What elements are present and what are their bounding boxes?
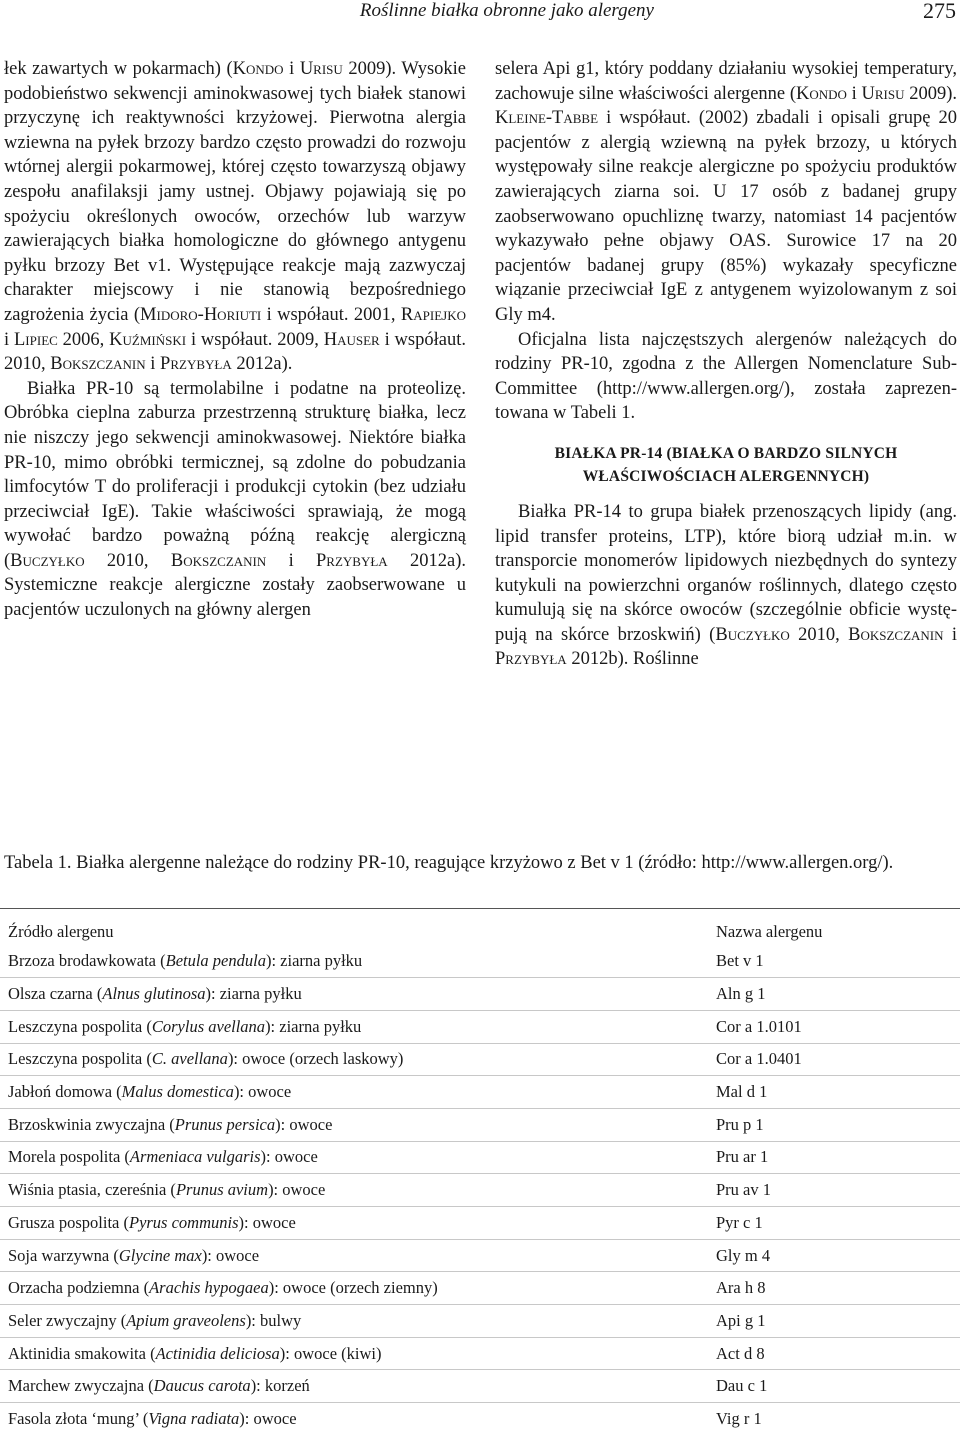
allergen-source-cell: Olsza czarna (Alnus glutinosa): ziarna pyłku (0, 978, 708, 1011)
species-name: Armeniaca vulgaris (129, 1147, 261, 1167)
table-row (0, 1141, 960, 1174)
allergen-name-cell: Mal d 1 (708, 1076, 960, 1109)
allergen-source-cell: Orzacha podziemna (Arachis hypogaea): owoce (orzech ziemny) (0, 1272, 708, 1305)
allergen-source-cell: Seler zwyczajny (Apium graveolens): bulwy (0, 1305, 708, 1338)
author-name: Urisu (299, 59, 343, 79)
author-name: Kondo (232, 59, 284, 79)
species-name: Actinidia deliciosa (155, 1343, 280, 1363)
species-name: Pyrus communis (128, 1212, 239, 1232)
allergen-source-cell: Grusza pospolita (Pyrus communis): owoce (0, 1207, 708, 1240)
author-name: Kuźmiński (109, 329, 187, 350)
author-name: Midoro-Horiuti (140, 304, 262, 325)
allergen-name-cell: Cor a 1.0101 (708, 1010, 960, 1043)
left-column (4, 57, 466, 623)
allergen-source-cell: Soja warzywna (Glycine max): owoce (0, 1239, 708, 1272)
allergen-table (0, 909, 960, 1435)
author-name: Kondo (796, 83, 847, 104)
allergen-name-cell: Bet v 1 (708, 945, 960, 978)
author-name: Kleine-Tabbe (495, 108, 599, 129)
species-name: Alnus glutinosa (102, 984, 206, 1004)
table-row (0, 1239, 960, 1272)
author-name: Bokszczanin (848, 624, 944, 645)
table-row (0, 978, 960, 1011)
species-name: Prunus avium (175, 1180, 269, 1200)
section-heading (495, 442, 957, 488)
species-name: Arachis hypogaea (149, 1278, 269, 1298)
author-name: Bokszczanin (170, 550, 267, 571)
allergen-source-cell: Jabłoń domowa (Malus domestica): owoce (0, 1076, 708, 1109)
author-name: Przybyła (495, 649, 567, 670)
left-paragraph-2: Białka PR-10 są termolabilne i podatne na proteolizę. Obróbka cieplna zaburza przestrzenną strukturę białka, lecz nie niszczy jego sekwencji aminokwasowej. Niektóre białka PR-10, mimo obróbki termicznej, są zdolne do pobudzania limfocytów T do proliferacji i produkcji cytokin (bez udziału przeciwciał IgE). Takie właściwości sprawiają, że mogą wywołać bardzo poważną późną reakcję alergiczną (Buczyłko 2010, Bokszczanin i Przybyła 2012a). Systemiczne reakcje alergiczne zostały zaobserwowane u pacjentów uczulonych na główny alergen (4, 378, 467, 621)
right-column (495, 57, 957, 672)
author-name: Rapiejko (400, 304, 466, 325)
right-paragraph-1: selera Api g1, który poddany działaniu wysokiej temperatury, zachowuje silne właściwości alergenne (Kondo i Urisu 2009). Kleine-Tabbe i współaut. (2002) zbadali i opisali grupę 20 pacjentów z alergią wziewną na pyłek brzozy, u których występowały silne reakcje alergiczne po spożyciu produktów zawierających ziarna soi. U 17 osób z badanej grupy zaobserwowano opuchliznę twarzy, natomiast 14 pacjentów wykazywało pełne objawy OAS. Surowice 17 na 20 pacjentów badanej grupy (85%) wykazały specyficzne wiązanie przeciwciał IgE z antygenem wyizolowanym z soi Gly m4. (495, 59, 957, 325)
running-header (0, 0, 960, 30)
allergen-source-cell: Leszczyna pospolita (C. avellana): owoce (orzech laskowy) (0, 1043, 708, 1076)
allergen-name-cell: Act d 8 (708, 1337, 960, 1370)
allergen-table-wrapper (0, 908, 960, 1435)
allergen-source-cell: Aktinidia smakowita (Actinidia deliciosa): owoce (kiwi) (0, 1337, 708, 1370)
allergen-name-cell: Pyr c 1 (708, 1207, 960, 1240)
allergen-name-cell: Vig r 1 (716, 1409, 762, 1429)
allergen-source-cell: Fasola złota ‘mung’ (Vigna radiata): owoce (8, 1409, 297, 1429)
species-name: Prunus persica (174, 1114, 276, 1134)
table-row (0, 1076, 960, 1109)
table-row (0, 1403, 960, 1436)
header-allergen-source: Źródło alergenu (8, 922, 114, 941)
left-paragraph-1: łek zawartych w pokarmach) (Kondo i Urisu 2009). Wysokie podobieństwo sekwencji aminokwasowej tych białek stanowi przyczynę ich reaktywności krzyżowej. Pierwotna alergia wziewna na pyłek brzozy bardzo często prowadzi do rozwoju wtórnej alergii pokarmowej, której często towarzyszą objawy zespołu anafilaksji jamy ustnej. Objawy pojawiają się po spożyciu określonych owoców, orzechów lub warzyw zawierających białka homologiczne do głównego antygenu pyłku brzozy Bet v1. Występujące reakcje mają zazwyczaj charakter miejscowy i nie stanowią bezpośredniego zagrożenia życia (Midoro-Horiuti i współaut. 2001, Rapiejko i Lipiec 2006, Kuźmiński i współaut. 2009, Hauser i współaut. 2010, Bokszczanin i Przybyła 2012a). (4, 59, 466, 375)
allergen-name-cell: Pru p 1 (708, 1108, 960, 1141)
table-row (0, 1370, 960, 1403)
allergen-source-cell: Morela pospolita (Armeniaca vulgaris): owoce (0, 1141, 708, 1174)
author-name: Przybyła (160, 354, 232, 375)
table-row (0, 945, 960, 978)
allergen-name-cell: Pru ar 1 (708, 1141, 960, 1174)
author-name: Buczyłko (10, 550, 85, 571)
table-row (0, 1305, 960, 1338)
allergen-name-cell: Dau c 1 (708, 1370, 960, 1403)
table-row (0, 1043, 960, 1076)
species-name: Glycine max (118, 1245, 202, 1265)
header-allergen-name: Nazwa alergenu (716, 922, 823, 941)
section-heading-line-1: BIAŁKA PR-14 (BIAŁKA O BARDZO SILNYCH (554, 444, 898, 462)
table-row (0, 1337, 960, 1370)
right-paragraph-3: Białka PR-14 to grupa białek przenoszących lipidy (ang. lipid transfer proteins, LTP), które biorą udział m.in. w transporcie monomerów lipidowych niezbędnych do syntezy kutykuli na powierzchni organów roślinnych, dlatego często kumulują się na skórce owoców (szczególnie obficie występują na skórce brzoskwiń) (Buczyłko 2010, Bokszczanin i Przybyła 2012b). Roślinne (495, 501, 958, 670)
section-heading-line-2: WŁAŚCIWOŚCIACH ALERGENNYCH) (582, 467, 870, 485)
allergen-source-cell: Wiśnia ptasia, czereśnia (Prunus avium): owoce (0, 1174, 708, 1207)
table-caption: Tabela 1. Białka alergenne należące do rodziny PR-10, reagujące krzyżowo z Bet v 1 (źródło: http://www.allergen.org/). (4, 853, 894, 873)
author-name: Przybyła (316, 550, 388, 571)
allergen-name-cell: Ara h 8 (708, 1272, 960, 1305)
allergen-source-cell: Brzoza brodawkowata (Betula pendula): ziarna pyłku (0, 945, 708, 978)
allergen-name-cell: Pru av 1 (708, 1174, 960, 1207)
author-name: Urisu (861, 83, 905, 104)
right-paragraph-2: Oficjalna lista najczęstszych alergenów należących do rodziny PR-10, zgodna z the Allergen Nomenclature Sub-Committee (http://www.allergen.org/), została zaprezentowana w Tabeli 1. (495, 329, 957, 424)
author-name: Buczyłko (715, 624, 790, 645)
species-name: Vigna radiata (148, 1409, 240, 1429)
allergen-name-cell: Cor a 1.0401 (708, 1043, 960, 1076)
table-row (0, 1174, 960, 1207)
allergen-name-cell: Gly m 4 (708, 1239, 960, 1272)
running-title: Roślinne białka obronne jako alergeny (359, 0, 654, 21)
allergen-name-cell: Api g 1 (708, 1305, 960, 1338)
table-row (0, 1272, 960, 1305)
author-name: Bokszczanin (50, 354, 146, 375)
allergen-source-cell: Leszczyna pospolita (Corylus avellana): ziarna pyłku (0, 1010, 708, 1043)
allergen-name-cell: Aln g 1 (708, 978, 960, 1011)
table-body (0, 945, 960, 1435)
species-name: Betula pendula (165, 951, 266, 971)
allergen-source-cell: Marchew zwyczajna (Daucus carota): korzeń (0, 1370, 708, 1403)
author-name: Lipiec (14, 329, 58, 350)
allergen-source-cell: Brzoskwinia zwyczajna (Prunus persica): owoce (0, 1108, 708, 1141)
author-name: Hauser (323, 329, 380, 350)
table-row (0, 1108, 960, 1141)
page-number: 275 (923, 0, 956, 23)
species-name: Apium graveolens (126, 1310, 246, 1330)
table-row (0, 1207, 960, 1240)
table-row (0, 1010, 960, 1043)
species-name: Corylus avellana (151, 1016, 266, 1036)
species-name: C. avellana (151, 1049, 228, 1069)
species-name: Daucus carota (153, 1376, 251, 1396)
table-header-row (0, 909, 960, 945)
species-name: Malus domestica (121, 1082, 234, 1102)
